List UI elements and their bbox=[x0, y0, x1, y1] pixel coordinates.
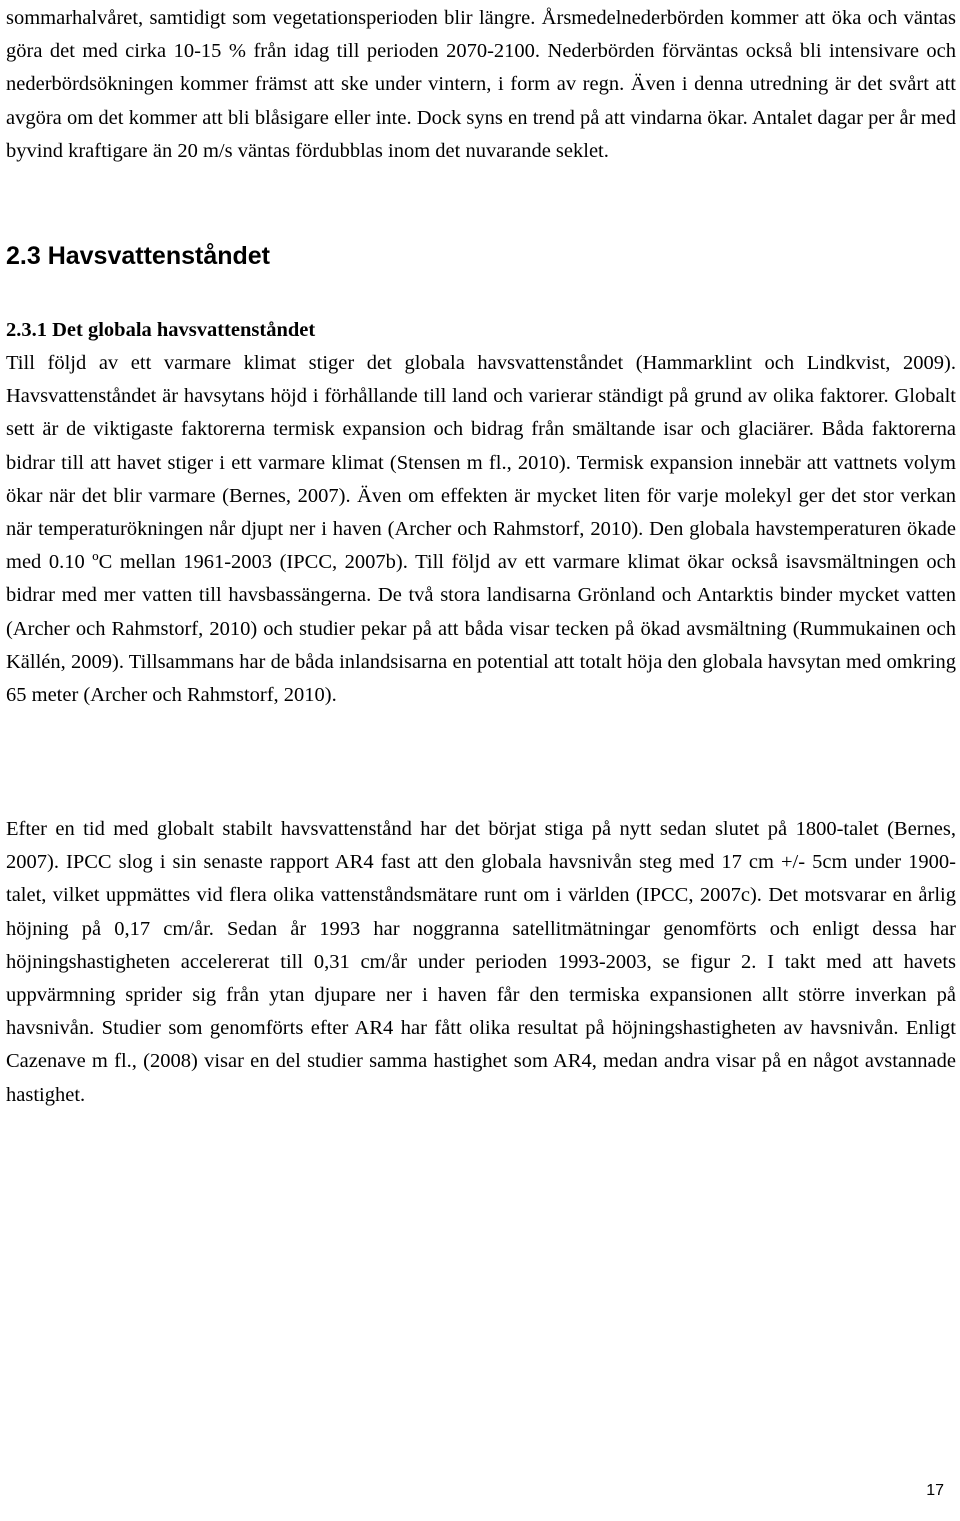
subsection-heading: 2.3.1 Det globala havsvattenståndet bbox=[6, 319, 316, 341]
paragraph-global-sea-level: Till följd av ett varmare klimat stiger det globala havsvattenståndet (Hammarklint och Lindkvist, 2009). Havsvattenståndet är havsytans höjd i förhållande till land och varierar ständigt på grund av olika faktorer. Globalt sett är de viktigaste faktorerna termisk expansion och bidrag från smältande isar och glaciärer. Båda faktorerna bidrar till att havet stiger i ett varmare klimat (Stensen m fl., 2010). Termisk expansion innebär att vattnets volym ökar när det blir varmare (Bernes, 2007). Även om effekten är mycket liten för varje molekyl ger det stor verkan när temperaturökningen når djupt ner i haven (Archer och Rahmstorf, 2010). Den globala havstemperaturen ökade med 0.10 ºC mellan 1961-2003 (IPCC, 2007b). Till följd av ett varmare klimat ökar också isavsmältningen och bidrar med mer vatten till havsbassängerna. De två stora landisarna Grönland och Antarktis binder mycket vatten (Archer och Rahmstorf, 2010) och studier pekar på att båda visar tecken på ökad avsmältning (Rummukainen och Källén, 2009). Tillsammans har de båda inlandsisarna en potential att totalt höja den globala havsytan med omkring 65 meter (Archer och Rahmstorf, 2010). bbox=[6, 352, 956, 707]
section-heading: 2.3 Havsvattenståndet bbox=[6, 242, 271, 270]
paragraph-climate-precipitation: sommarhalvåret, samtidigt som vegetationsperioden blir längre. Årsmedelnederbörden kommer att öka och väntas göra det med cirka 10-15 % från idag till perioden 2070-2100. Nederbörden förväntas också bli intensivare och nederbördsökningen kommer främst att ske under vintern, i form av regn. Även i denna utredning är det svårt att avgöra om det kommer att bli blåsigare eller inte. Dock syns en trend på att vindarna ökar. Antalet dagar per år med byvind kraftigare än 20 m/s väntas fördubblas inom det nuvarande seklet. bbox=[6, 7, 956, 162]
page-number: 17 bbox=[926, 1482, 944, 1499]
paragraph-sea-level-rise-rate: Efter en tid med globalt stabilt havsvattenstånd har det börjat stiga på nytt sedan slutet på 1800-talet (Bernes, 2007). IPCC slog i sin senaste rapport AR4 fast att den globala havsnivån steg med 17 cm +/- 5cm under 1900-talet, vilket uppmättes vid flera olika vattenståndsmätare runt om i världen (IPCC, 2007c). Det motsvarar en årlig höjning på 0,17 cm/år. Sedan år 1993 har noggranna satellitmätningar genomförts och enligt dessa har höjningshastigheten accelererat till 0,31 cm/år under perioden 1993-2003, se figur 2. I takt med att havets uppvärmning sprider sig från ytan djupare ner i haven får den termiska expansionen allt större inverkan på havsnivån. Studier som genomförts efter AR4 har fått olika resultat på höjningshastigheten av havsnivån. Enligt Cazenave m fl., (2008) visar en del studier samma hastighet som AR4, medan andra visar på en något avstannade hastighet. bbox=[6, 818, 956, 1106]
